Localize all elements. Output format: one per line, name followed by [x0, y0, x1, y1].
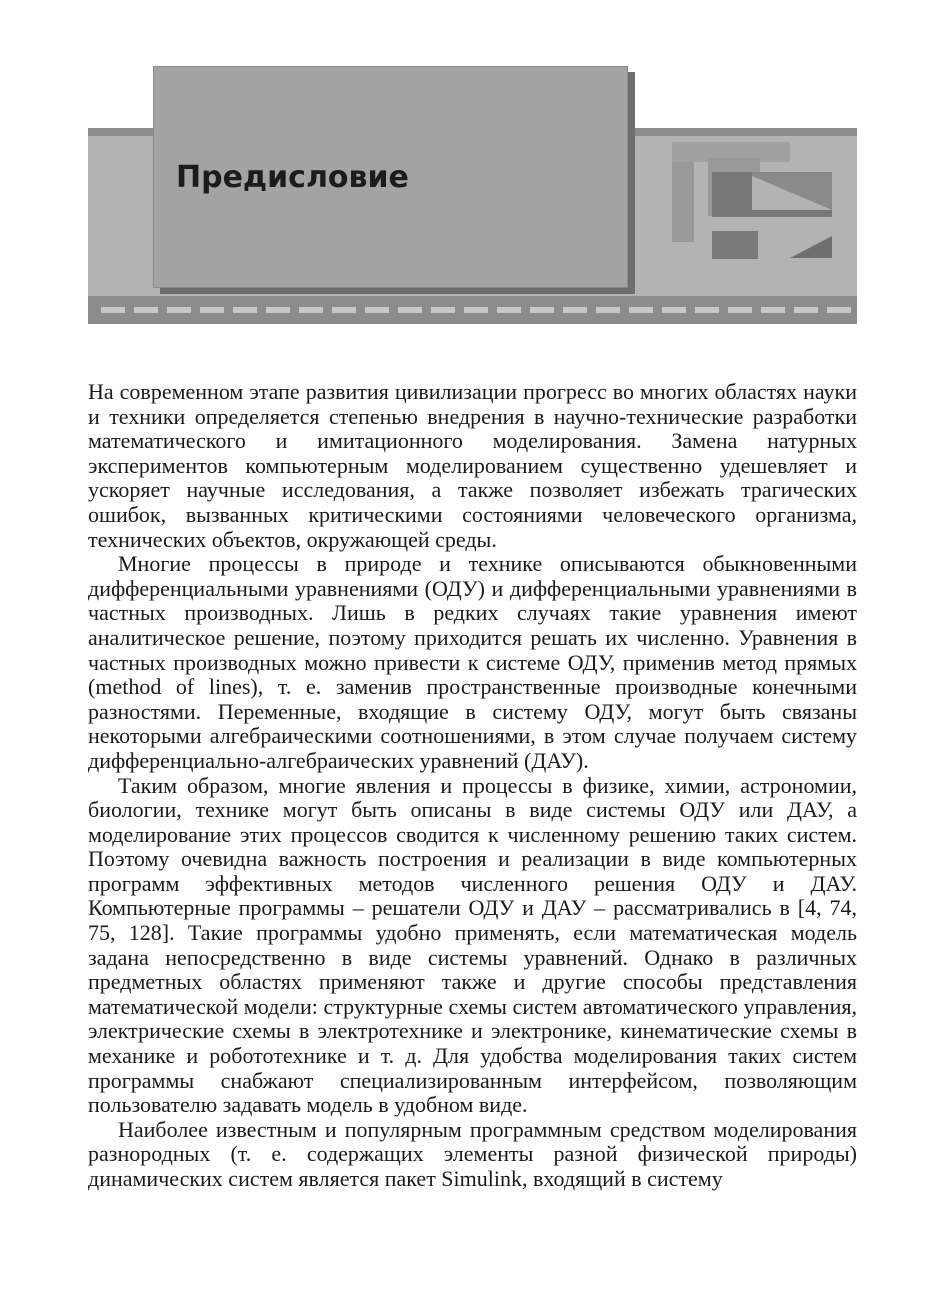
page-title: Предисловие [176, 160, 409, 195]
paragraph: Наиболее известным и популярным программным средством моделирования разнородных (т. е. содержащих элементы разной физической природы) динамических систем является пакет Simulink, входящий в систему [88, 1116, 857, 1191]
body-text [88, 380, 857, 1192]
paragraph: На современном этапе развития цивилизации прогресс во многих областях науки и техники определяется степенью внедрения в научно-технические разработки математического и имитационного моделирования. Замена натурных экспериментов компьютерным моделированием существенно удешевляет и ускоряет научные исследования, а также позволяет избежать трагических ошибок, вызванных критическими состояниями человеческого организма, технических объектов, окружающей среды. [88, 379, 857, 552]
triangle-decoration-icon [752, 172, 834, 262]
paragraph: Многие процессы в природе и технике описываются обыкновенными дифференциальными уравнениями (ОДУ) и дифференциальными уравнениями в частных производных. Лишь в редких случаях такие уравнения имеют аналитическое решение, поэтому приходится решать их численно. Уравнения в частных производных можно привести к системе ОДУ, применив метод прямых (method of lines), т. е. заменив пространственные производные конечными разностями. Переменные, входящие в систему ОДУ, могут быть связаны некоторыми алгебраическими соотношениями, в этом случае получаем систему дифференциально-алгебраических уравнений (ДАУ). [88, 551, 857, 773]
paragraph: Таким образом, многие явления и процессы в физике, химии, астрономии, биологии, технике могут быть описаны в виде системы ОДУ или ДАУ, а моделирование этих процессов сводится к численному решению таких систем. Поэтому очевидна важность построения и реализации в виде компьютерных программ эффективных методов численного решения ОДУ и ДАУ. Компьютерные программы – решатели ОДУ и ДАУ – рассматривались в [4, 74, 75, 128]. Такие программы удобно применять, если математическая модель задана непосредственно в виде системы уравнений. Однако в различных предметных областях применяют также и другие способы представления математической модели: структурные схемы систем автоматического управления, электрические схемы в электротехнике и электронике, кинематические схемы в механике и робототехнике и т. д. Для удобства моделирования таких систем программы снабжают специализированным интерфейсом, позволяющим пользователю задавать модель в удобном виде. [88, 772, 857, 1118]
